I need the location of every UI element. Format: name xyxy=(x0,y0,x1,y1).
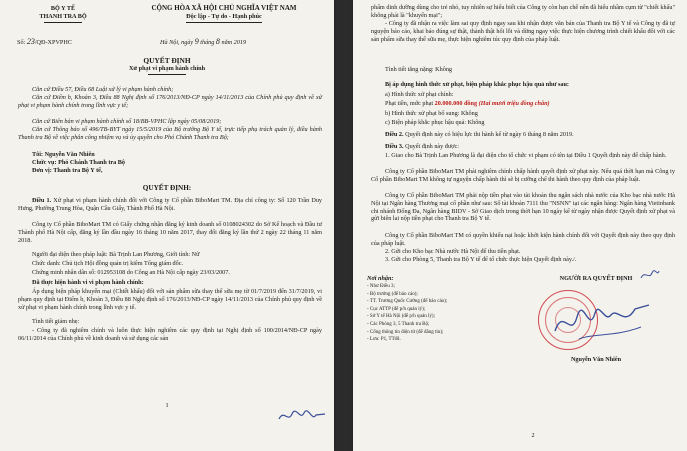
national-title: CỘNG HÒA XÃ HỘI CHỦ NGHĨA VIỆT NAM xyxy=(151,4,297,12)
agency-underline xyxy=(44,22,82,23)
item-1-complaint: Công ty Cổ phần BiboMart TM có quyền khiếu nại hoặc khởi kiện hành chính đối với Quyết định này theo quy định của pháp luật. xyxy=(371,232,675,247)
article-3-item-3: 3. Gửi cho Phòng 5, Thanh tra Bộ Y tế để tổ chức thực hiện Quyết định này./. xyxy=(385,256,577,263)
fine-amount-words: (Hai mươi triệu đồng chẵn) xyxy=(478,100,550,107)
item-1-payment: Công ty Cổ phần BiboMart TM phải nộp tiền phạt vào tài khoản thu ngân sách nhà nước của Kho bạc nhà nước Hà Nội tại Ngân hàng Thương mại cổ phần như sau: Số tài khoản 7111 thu "NSNN" tại các ngân hàng: Ngân hàng Vietinbank chi nhánh Đống Đa, Ngân hàng BIDV - Sở Giao dịch trong thời hạn 10 ngày kể từ ngày nhận được Quyết định xử phạt và gửi biên lai nộp tiền phạt cho Thanh tra Bộ Y tế. xyxy=(371,192,675,223)
basis-2: Căn cứ Điểm b, Khoản 3, Điều 88 Nghị định số 176/2013/NĐ-CP ngày 14/11/2013 của Chính phủ quy định về xử phạt vi phạm hành chính trong lĩnh vực y tế; xyxy=(18,94,322,109)
decision-subtitle: Xử phạt vi phạm hành chính xyxy=(128,65,206,72)
recipients-heading: Nơi nhận: xyxy=(367,275,394,282)
issuer-name: Tôi: Nguyễn Văn Nhiên xyxy=(32,151,95,158)
decision-heading: QUYẾT ĐỊNH: xyxy=(142,184,192,192)
remedial-measures: c) Biện pháp khắc phục hậu quả: Không xyxy=(385,119,485,126)
violation-heading: Đã thực hiện hành vi vi phạm hành chính: xyxy=(32,279,144,286)
recipient-item: - Cục ATTP (để p/h quản lý); xyxy=(367,306,426,312)
recipients-list xyxy=(367,283,447,344)
violation-text: Áp dụng biện pháp khuyến mại (Chiết khấu) đối với sản phẩm sữa thay thế sữa mẹ từ 01/7/2019 đến 31/7/2019, vi phạm quy định tại Điểm b, Khoản 3, Điều 88 Nghị định số 176/2013/NĐ-CP ngày 14/11/2013 của Chính phủ quy định về xử phạt vi phạm hành chính trong lĩnh vực y tế. xyxy=(18,288,322,311)
basis-1: Căn cứ Điều 57, Điều 68 Luật xử lý vi phạm hành chính; xyxy=(32,86,174,93)
aggravating-line: Tình tiết tăng nặng: Không xyxy=(385,66,453,73)
mitigating-text: - Công ty đã nghiêm chỉnh và luôn thực hiện nghiêm các quy định tại Nghị định số 100/2014/NĐ-CP ngày 06/11/2014 của Chính phủ về kinh doanh và sử dụng các sản xyxy=(18,327,322,342)
signer-name: Nguyễn Văn Nhiên xyxy=(570,356,622,363)
fine-line: Phạt tiền, mức phạt 20.000.000 đồng (Hai mươi triệu đồng chẵn) xyxy=(385,100,550,107)
representative-title: Chức danh: Chủ tịch Hội đồng quản trị kiêm Tổng giám đốc. xyxy=(32,260,184,267)
agency-name: BỘ Y TẾ xyxy=(50,5,76,12)
issuer-role: Chức vụ: Phó Chánh Thanh tra Bộ xyxy=(32,159,126,166)
subtitle-underline xyxy=(148,74,186,75)
motto-underline xyxy=(186,22,262,23)
agency-department: THANH TRA BỘ xyxy=(39,13,87,20)
initials-mark-icon xyxy=(639,268,661,282)
initials-signature-icon xyxy=(276,405,328,427)
legal-representative: Người đại diện theo pháp luật: Bà Trịnh Lan Phương, Giới tính: Nữ xyxy=(32,251,200,258)
page-number-1: 1 xyxy=(165,402,169,409)
issuer-unit: Đơn vị: Thanh tra Bộ Y tế, xyxy=(32,167,103,174)
recipient-item: - TT. Trương Quốc Cường (để báo cáo); xyxy=(367,299,448,305)
article-3-item-2: 2. Gửi cho Kho bạc Nhà nước Hà Nội để thu tiền phạt. xyxy=(385,248,521,255)
measures-heading: Bị áp dụng hình thức xử phạt, biện pháp khắc phục hậu quả như sau: xyxy=(385,81,569,88)
doc-date: Hà Nội, ngày 9 tháng 8 năm 2019 xyxy=(160,37,247,46)
basis-4: Căn cứ Thông báo số 496/TB-BYT ngày 15/5/2019 của Bộ trưởng Bộ Y tế, trực tiếp phụ trách quản lý, điều hành Thanh tra Bộ về việc phân công nhiệm vụ và ủy quyền cho Phó Chánh Thanh tra Bộ; xyxy=(18,126,322,141)
item-1-detail: Công ty Cổ phần BiboMart TM phải nghiêm chỉnh chấp hành quyết định xử phạt này. Nếu quá thời hạn mà Công ty Cổ phần BiboMart TM không tự nguyện chấp hành thì sẽ bị cưỡng chế thi hành theo quy định của pháp luật. xyxy=(371,168,675,183)
recipient-item: - Sở Y tế Hà Nội (để p/h quản lý); xyxy=(367,314,435,320)
representative-id: Chứng minh nhân dân số: 012953108 do Công an Hà Nội cấp ngày 23/03/2007. xyxy=(32,269,230,276)
recipient-item: - Bộ trưởng (để báo cáo); xyxy=(367,291,418,297)
document-page-2 xyxy=(353,0,687,451)
mitigating-heading: Tình tiết giảm nhẹ: xyxy=(32,318,80,325)
article-3-item-1: 1. Giao cho Bà Trịnh Lan Phương là đại diện cho tổ chức vi phạm có tên tại Điều 1 Quyết định này để chấp hành. xyxy=(385,152,667,159)
article-2: Điều 2. Quyết định này có hiệu lực thi hành kể từ ngày 6 tháng 8 năm 2019. xyxy=(385,131,574,138)
company-registration: Công ty Cổ phần BiboMart TM có Giấy chứng nhận đăng ký kinh doanh số 0108024302 do Sở Kế hoạch và Đầu tư Thành phố Hà Nội cấp, đăng ký lần đầu ngày 16 tháng 10 năm 2017, thay đổi đăng ký lần thứ 2 ngày 22 tháng 11 năm 2018. xyxy=(18,221,322,244)
continuation-text: phẩm dinh dưỡng dùng cho trẻ nhỏ, tuy nhiên sự hiểu biết của Công ty còn hạn chế nên đã hiểu nhầm cụm từ "chiết khấu" không phải là "khuyến mại"; xyxy=(371,4,675,19)
recipient-item: - Như Điều 3; xyxy=(367,284,395,289)
article-3: Điều 3. Quyết định này được: xyxy=(385,143,459,150)
national-motto: Độc lập - Tự do - Hạnh phúc xyxy=(186,13,262,20)
signature-icon xyxy=(545,287,665,349)
fine-amount: 20.000.000 đồng xyxy=(434,100,478,107)
recipient-item: - Lưu: P1, TTrB. xyxy=(367,337,401,343)
doc-number-value: 23 xyxy=(26,37,35,46)
basis-3: Căn cứ Biên bản vi phạm hành chính số 18/BB-VPHC lập ngày 05/08/2019; xyxy=(32,118,222,125)
recipient-item: - Các Phòng 3, 5 Thanh tra Bộ; xyxy=(367,321,430,327)
mitigating-text-2: - Công ty đã nhận ra việc làm sai quy định ngay sau khi nhận được văn bản của Thanh tra Bộ Y tế và Công ty đã tự nguyện báo cáo, khai báo đúng sự thật, thành thật hối lỗi và dừng ngay việc thực hiện chương trình chiết khấu đối với các sản phẩm sữa thay thế sữa mẹ, thực hiện nghiêm túc quy định của pháp luật. xyxy=(371,20,675,43)
additional-penalty: b) Hình thức xử phạt bổ sung: Không xyxy=(385,110,478,117)
page-number-2: 2 xyxy=(531,432,535,439)
signer-title: NGƯỜI RA QUYẾT ĐỊNH xyxy=(559,275,633,282)
article-1: Điều 1. Xử phạt vi phạm hành chính đối với Công ty Cổ phần BiboMart TM. Địa chỉ công ty: Số 120 Trần Duy Hưng, Phường Trung Hòa, Quận Cầu Giấy, Thành Phố Hà Nội. xyxy=(18,197,323,212)
document-page-1 xyxy=(0,0,334,451)
recipient-item: - Cổng thông tin điện tử (để đăng tin); xyxy=(367,329,444,335)
main-penalty-label: a) Hình thức xử phạt chính: xyxy=(385,91,454,98)
doc-number: Số: 23/QĐ-XPVPHC xyxy=(17,37,72,46)
decision-title: QUYẾT ĐỊNH xyxy=(143,56,191,65)
